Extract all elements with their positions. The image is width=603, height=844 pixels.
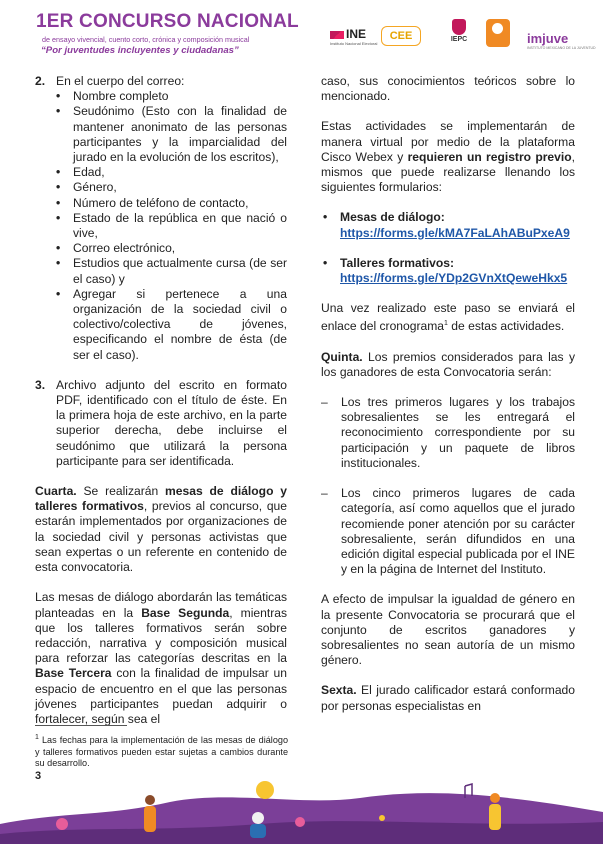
list-item: • Seudónimo (Esto con la finalidad de mantener anonimato de las personas participantes y la imparcialidad del jurado en la evolución de los escritos),	[56, 104, 287, 165]
actividades-paragraph: Estas actividades se implementarán de manera virtual por medio de la plataforma Cisco Webex y requieren un registro previo, mismos que puede realizarse llenando los siguientes formularios:	[321, 119, 575, 195]
ine-mark-icon	[330, 31, 344, 39]
talleres-form-link[interactable]: https://forms.gle/YDp2GVnXtQeweHkx5	[340, 271, 568, 286]
footnote-mark: 1	[35, 734, 39, 741]
person-head-icon	[490, 793, 500, 803]
requirement-item-2	[35, 74, 287, 89]
item-text: En el cuerpo del correo:	[56, 74, 185, 88]
mesas-paragraph: Las mesas de diálogo abordarán las temáticas planteadas en la Base Segunda, mientras que los talleres formativos serán sobre redacción, narrativa y composición musical para reforzar las categorías descritas en la Base Tercera con la finalidad de impulsar un espacio de encuentro en el que las personas jóvenes participantes puedan adquirir o fortalecer, según sea el	[35, 590, 288, 726]
list-item: • Agregar si pertenece a una organización de la sociedad civil o colectivo/colectiva de jóvenes, especificando el nombre de ésta (de ser el caso).	[56, 287, 287, 363]
contest-tagline: “Por juventudes incluyentes y ciudadanas”	[41, 45, 239, 56]
page-header	[0, 0, 603, 72]
item-number: 3.	[35, 377, 46, 392]
cee-logo: CEE	[381, 26, 421, 46]
person-body-icon	[250, 824, 266, 838]
registro-paragraph: Una vez realizado este paso se enviará el enlace del cronograma$^1$ de estas actividades.	[321, 301, 575, 334]
section-lead: Sexta.	[321, 683, 357, 698]
item-text: Archivo adjunto del escrito en formato PDF, identificado con el título de éste. En la primera hoja de este archivo, en la parte superior derecha, debe incluirse el seudónimo que utilizará la persona participante para ser identificada.	[56, 377, 287, 468]
footnote-divider	[35, 725, 127, 726]
mesas-form-link[interactable]: https://forms.gle/kMA7FaLAhABuPxeA9	[340, 225, 570, 240]
ine-logo: INE Instituto Nacional Electoral	[330, 27, 378, 46]
form-label: Mesas de diálogo:	[340, 210, 445, 225]
list-item: • Número de teléfono de contacto,	[56, 196, 287, 211]
premio-item: – Los cinco primeros lugares de cada categoría, así como aquellos que el jurado recomiende poner atención por su carácter sobresaliente, serán difundidos en una edición digital especial publicada por el INE y en la página de Internet del Instituto.	[321, 486, 575, 577]
section-lead: Quinta.	[321, 349, 363, 364]
item-number: 2.	[35, 74, 46, 88]
premio-item: – Los tres primeros lugares y los trabajos sobresalientes se les entregará el reconocimiento correspondiente por su participación y un paquete de libros institucionales.	[321, 395, 575, 470]
list-item: • Estudios que actualmente cursa (de ser el caso) y	[56, 256, 287, 286]
list-item: • Estado de la república en que nació o vive,	[56, 211, 287, 241]
igualdad-paragraph: A efecto de impulsar la igualdad de género en la presente Convocatoria se procurará que el conjunto de escritos ganadores y sobresalientes no sean autoría de un mismo género.	[321, 592, 575, 668]
cuarta-paragraph: Cuarta. Se realizarán mesas de diálogo y talleres formativos, previos al concurso, que estarán implementados por organizaciones de la sociedad civil y personas activistas que sean expertas o un referente en contenido de esta convocatoria.	[35, 484, 288, 575]
dash-marker: –	[321, 486, 328, 501]
list-item: • Género,	[56, 180, 287, 195]
section-lead: Cuarta.	[35, 484, 77, 499]
list-item: • Edad,	[56, 165, 287, 180]
contest-title: 1ER CONCURSO NACIONAL	[36, 11, 299, 32]
form-item	[323, 256, 575, 286]
gear-icon	[295, 817, 305, 827]
lightbulb-icon	[256, 781, 274, 799]
person-head-icon	[145, 795, 155, 805]
partner-logo	[486, 19, 510, 47]
list-item: • Nombre completo	[56, 89, 287, 104]
person-head-icon	[252, 812, 264, 824]
iepc-logo: IEPC	[446, 19, 472, 43]
continuation-paragraph: caso, sus conocimientos teóricos sobre lo mencionado.	[321, 74, 575, 104]
footer-illustration	[0, 772, 603, 844]
imjuve-logo: imjuve INSTITUTO MEXICANO DE LA JUVENTUD	[527, 31, 596, 50]
gear-icon	[56, 818, 68, 830]
contest-subtitle: de ensayo vivencial, cuento corto, crónica y composición musical	[42, 35, 250, 44]
email-fields-list	[35, 89, 287, 363]
star-icon	[379, 815, 385, 821]
person-body-icon	[489, 804, 501, 830]
iepc-emblem-icon	[452, 19, 466, 35]
forms-list	[321, 210, 575, 286]
requirement-item-3	[35, 378, 287, 469]
quinta-paragraph: Quinta. Los premios considerados para las y los ganadores de esta Convocatoria serán:	[321, 349, 575, 379]
partner-emblem-icon	[492, 23, 503, 34]
sexta-paragraph: Sexta. El jurado calificador estará conformado por personas especialistas en	[321, 683, 575, 713]
right-column	[321, 74, 575, 714]
dash-marker: –	[321, 395, 328, 410]
list-item: • Correo electrónico,	[56, 241, 287, 256]
footnote: $^1$ Las fechas para la implementación de las mesas de diálogo y talleres formativos pueden estar sujetas a cambios durante su desarrollo.	[35, 734, 288, 769]
footnote-ref: 1	[444, 320, 448, 328]
left-column	[35, 74, 287, 727]
form-label: Talleres formativos:	[340, 255, 455, 270]
form-item	[323, 210, 575, 240]
person-body-icon	[144, 806, 156, 832]
page-number: 3	[35, 770, 42, 782]
